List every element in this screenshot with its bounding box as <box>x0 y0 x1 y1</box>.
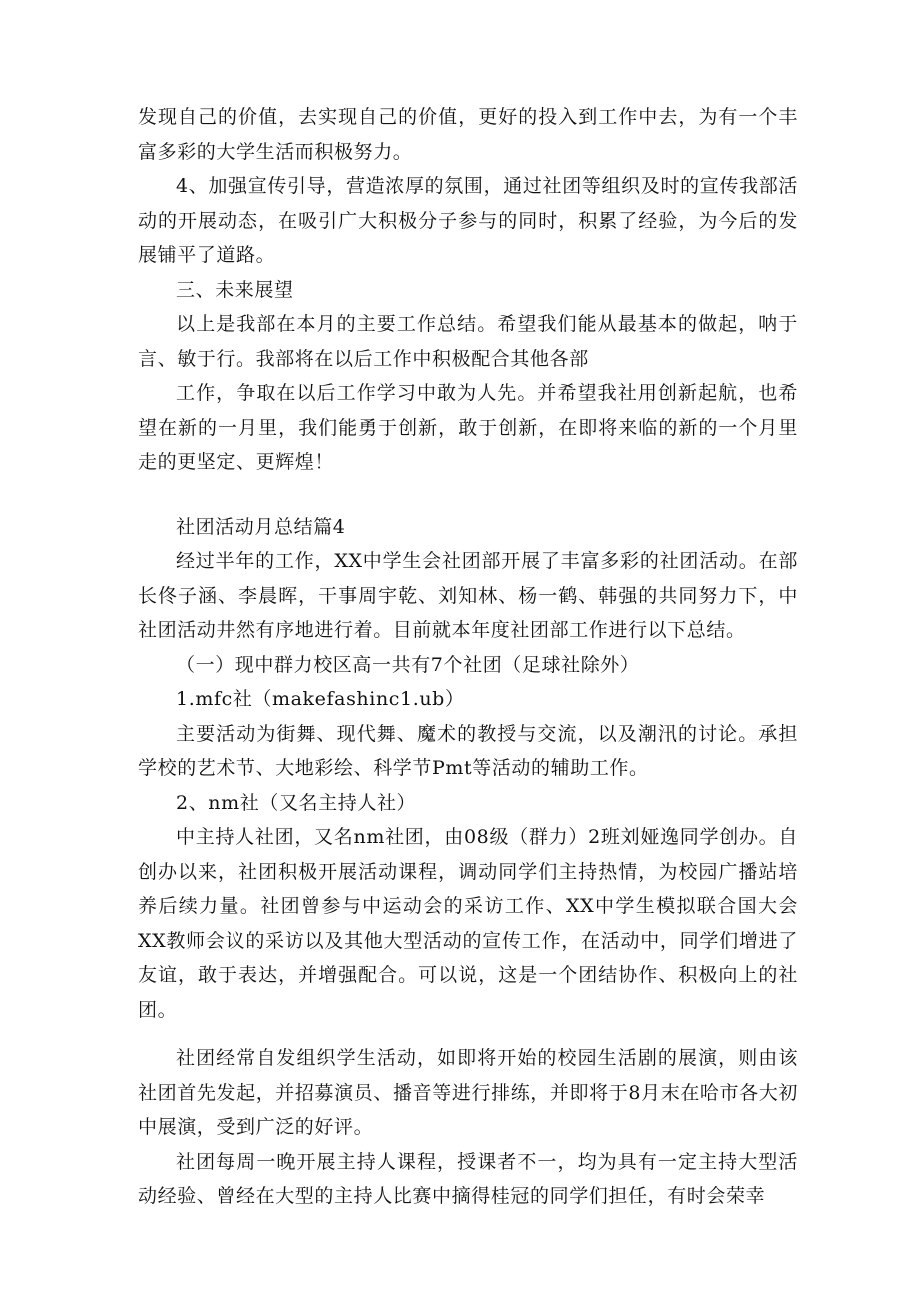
paragraph-7: 中主持人社团，又名nm社团，由08级（群力）2班刘娅逸同学创办。自创办以来，社团积极开展活动课程，调动同学们主持热情，为校园广播站培养后续力量。社团曾参与中运动会的采访工作、XX中学生模拟联合国大会XX教师会议的采访以及其他大型活动的宣传工作，在活动中，同学们增进了友谊，敢于表达，并增强配合。可以说，这是一个团结协作、积极向上的社团。 <box>138 826 798 1021</box>
article-title: 社团活动月总结篇4 <box>176 515 346 538</box>
paragraph-3: 以上是我部在本月的主要工作总结。希望我们能从最基本的做起，呐于言、敏于行。我部将在以后工作中积极配合其他各部 <box>138 313 798 370</box>
club-heading-mfc: 1.mfc社（makefashinc1.ub） <box>176 688 465 710</box>
section-heading-future: 三、未来展望 <box>176 278 294 301</box>
paragraph-2: 4、加强宣传引导，营造浓厚的氛围，通过社团等组织及时的宣传我部活动的开展动态，在吸引广大积极分子参与的同时，积累了经验，为今后的发展铺平了道路。 <box>138 175 798 266</box>
document-body <box>138 100 798 1214</box>
subheading-clubs: （一）现中群力校区高一共有7个社团（足球社除外） <box>176 653 640 676</box>
paragraph-9: 社团每周一晚开展主持人课程，授课者不一，均为具有一定主持大型活动经验、曾经在大型的主持人比赛中摘得桂冠的同学们担任，有时会荣幸 <box>138 1150 798 1207</box>
paragraph-1: 发现自己的价值，去实现自己的价值，更好的投入到工作中去，为有一个丰富多彩的大学生活而积极努力。 <box>138 106 798 163</box>
paragraph-6: 主要活动为街舞、现代舞、魔术的教授与交流，以及潮汛的讨论。承担学校的艺术节、大地彩绘、科学节Pmt等活动的辅助工作。 <box>138 722 798 779</box>
paragraph-5: 经过半年的工作，XX中学生会社团部开展了丰富多彩的社团活动。在部长佟子涵、李晨晖，干事周宇乾、刘知林、杨一鹤、韩强的共同努力下，中社团活动井然有序地进行着。目前就本年度社团部工作进行以下总结。 <box>138 550 798 641</box>
paragraph-4: 工作，争取在以后工作学习中敢为人先。并希望我社用创新起航，也希望在新的一月里，我们能勇于创新，敢于创新，在即将来临的新的一个月里走的更坚定、更辉煌！ <box>138 382 798 473</box>
paragraph-8: 社团经常自发组织学生活动，如即将开始的校园生活剧的展演，则由该社团首先发起，并招募演员、播音等进行排练，并即将于8月末在哈市各大初中展演，受到广泛的好评。 <box>138 1047 798 1138</box>
club-heading-nm: 2、nm社（又名主持人社） <box>176 791 417 814</box>
